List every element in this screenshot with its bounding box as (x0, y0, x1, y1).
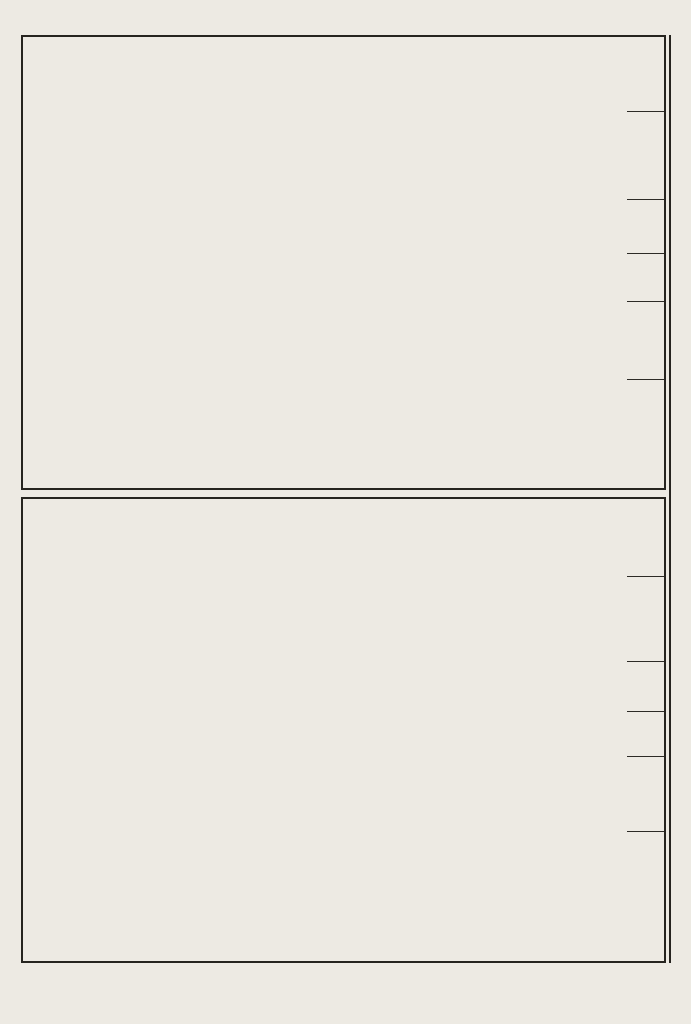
header-address (627, 832, 664, 961)
header-alias (627, 200, 664, 254)
header-rank (627, 499, 664, 577)
header-name (627, 577, 664, 662)
page-border-rule (669, 35, 671, 963)
roster-table-hospital-materials (21, 497, 666, 963)
header-age (627, 712, 664, 757)
header-alias (627, 662, 664, 712)
roster-table-ordnance-medical (21, 35, 666, 490)
header-name (627, 112, 664, 200)
header-native (627, 302, 664, 380)
header-address (627, 380, 664, 488)
scanned-roster-page (21, 35, 666, 963)
header-native (627, 757, 664, 832)
header-age (627, 254, 664, 302)
header-rank (627, 37, 664, 112)
header-column (627, 499, 664, 961)
header-column (627, 37, 664, 488)
